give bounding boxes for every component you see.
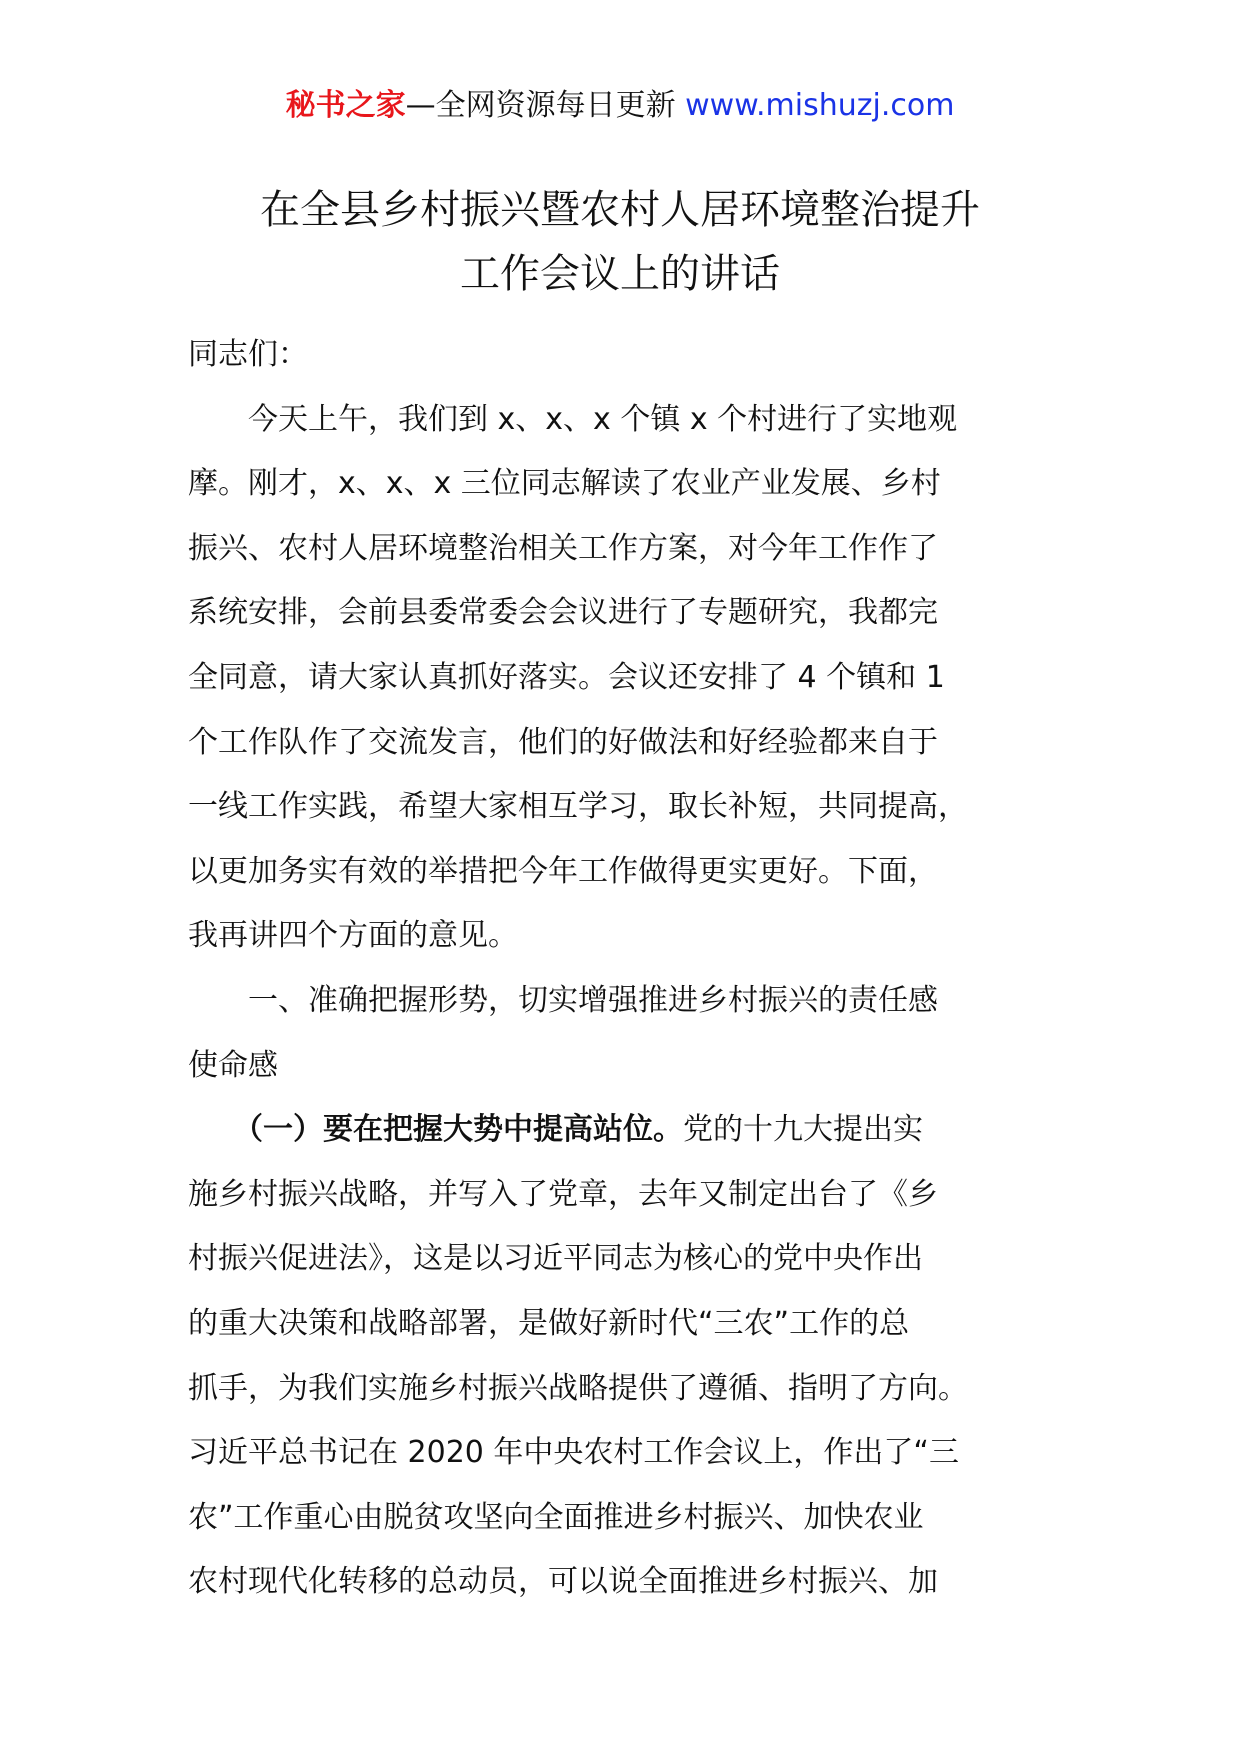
body-line: 以更加务实有效的举措把今年工作做得更实更好。下面， <box>188 853 938 889</box>
body-line: 个工作队作了交流发言，他们的好做法和好经验都来自于 <box>188 724 938 760</box>
body-line: 全同意，请大家认真抓好落实。会议还安排了 4 个镇和 1 <box>188 659 945 695</box>
body-line: 村振兴促进法》，这是以习近平同志为核心的党中央作出 <box>188 1241 923 1277</box>
header-banner <box>0 86 1240 126</box>
body-line: 农村现代化转移的总动员，可以说全面推进乡村振兴、加 <box>188 1564 938 1600</box>
body-line: 农”工作重心由脱贫攻坚向全面推进乡村振兴、加快农业 <box>188 1499 924 1535</box>
greeting: 同志们： <box>188 337 308 372</box>
site-url-link[interactable]: www.mishuzj.com <box>685 88 955 123</box>
body-line: 我再讲四个方面的意见。 <box>188 918 518 954</box>
document-body <box>188 323 1068 1615</box>
brand-name: 秘书之家 <box>285 88 406 123</box>
title-line-1: 在全县乡村振兴暨农村人居环境整治提升 <box>260 187 980 233</box>
body-line: 振兴、农村人居环境整治相关工作方案，对今年工作作了 <box>188 530 938 566</box>
subsection-first-line <box>188 1098 1068 1163</box>
body-line: 抓手，为我们实施乡村振兴战略提供了遵循、指明了方向。 <box>188 1370 968 1406</box>
section-heading: 一、准确把握形势，切实增强推进乡村振兴的责任感 <box>188 982 938 1018</box>
document-title <box>140 178 1100 306</box>
body-line: 系统安排，会前县委常委会会议进行了专题研究，我都完 <box>188 595 938 631</box>
body-line: 今天上午，我们到 x、x、x 个镇 x 个村进行了实地观 <box>188 401 958 437</box>
header-tagline: —全网资源每日更新 <box>405 88 686 123</box>
subsection-text: 党的十九大提出实 <box>683 1112 923 1148</box>
section-heading-cont: 使命感 <box>188 1047 278 1083</box>
title-line-2: 工作会议上的讲话 <box>460 251 780 297</box>
body-line: 习近平总书记在 2020 年中央农村工作会议上，作出了“三 <box>188 1435 959 1471</box>
body-line: 施乡村振兴战略，并写入了党章，去年又制定出台了《乡 <box>188 1176 938 1212</box>
body-line: 一线工作实践，希望大家相互学习，取长补短，共同提高， <box>188 789 968 825</box>
body-line: 摩。刚才，x、x、x 三位同志解读了农业产业发展、乡村 <box>188 466 941 502</box>
subsection-heading: （一）要在把握大势中提高站位。 <box>188 1112 683 1148</box>
body-line: 的重大决策和战略部署，是做好新时代“三农”工作的总 <box>188 1305 910 1341</box>
